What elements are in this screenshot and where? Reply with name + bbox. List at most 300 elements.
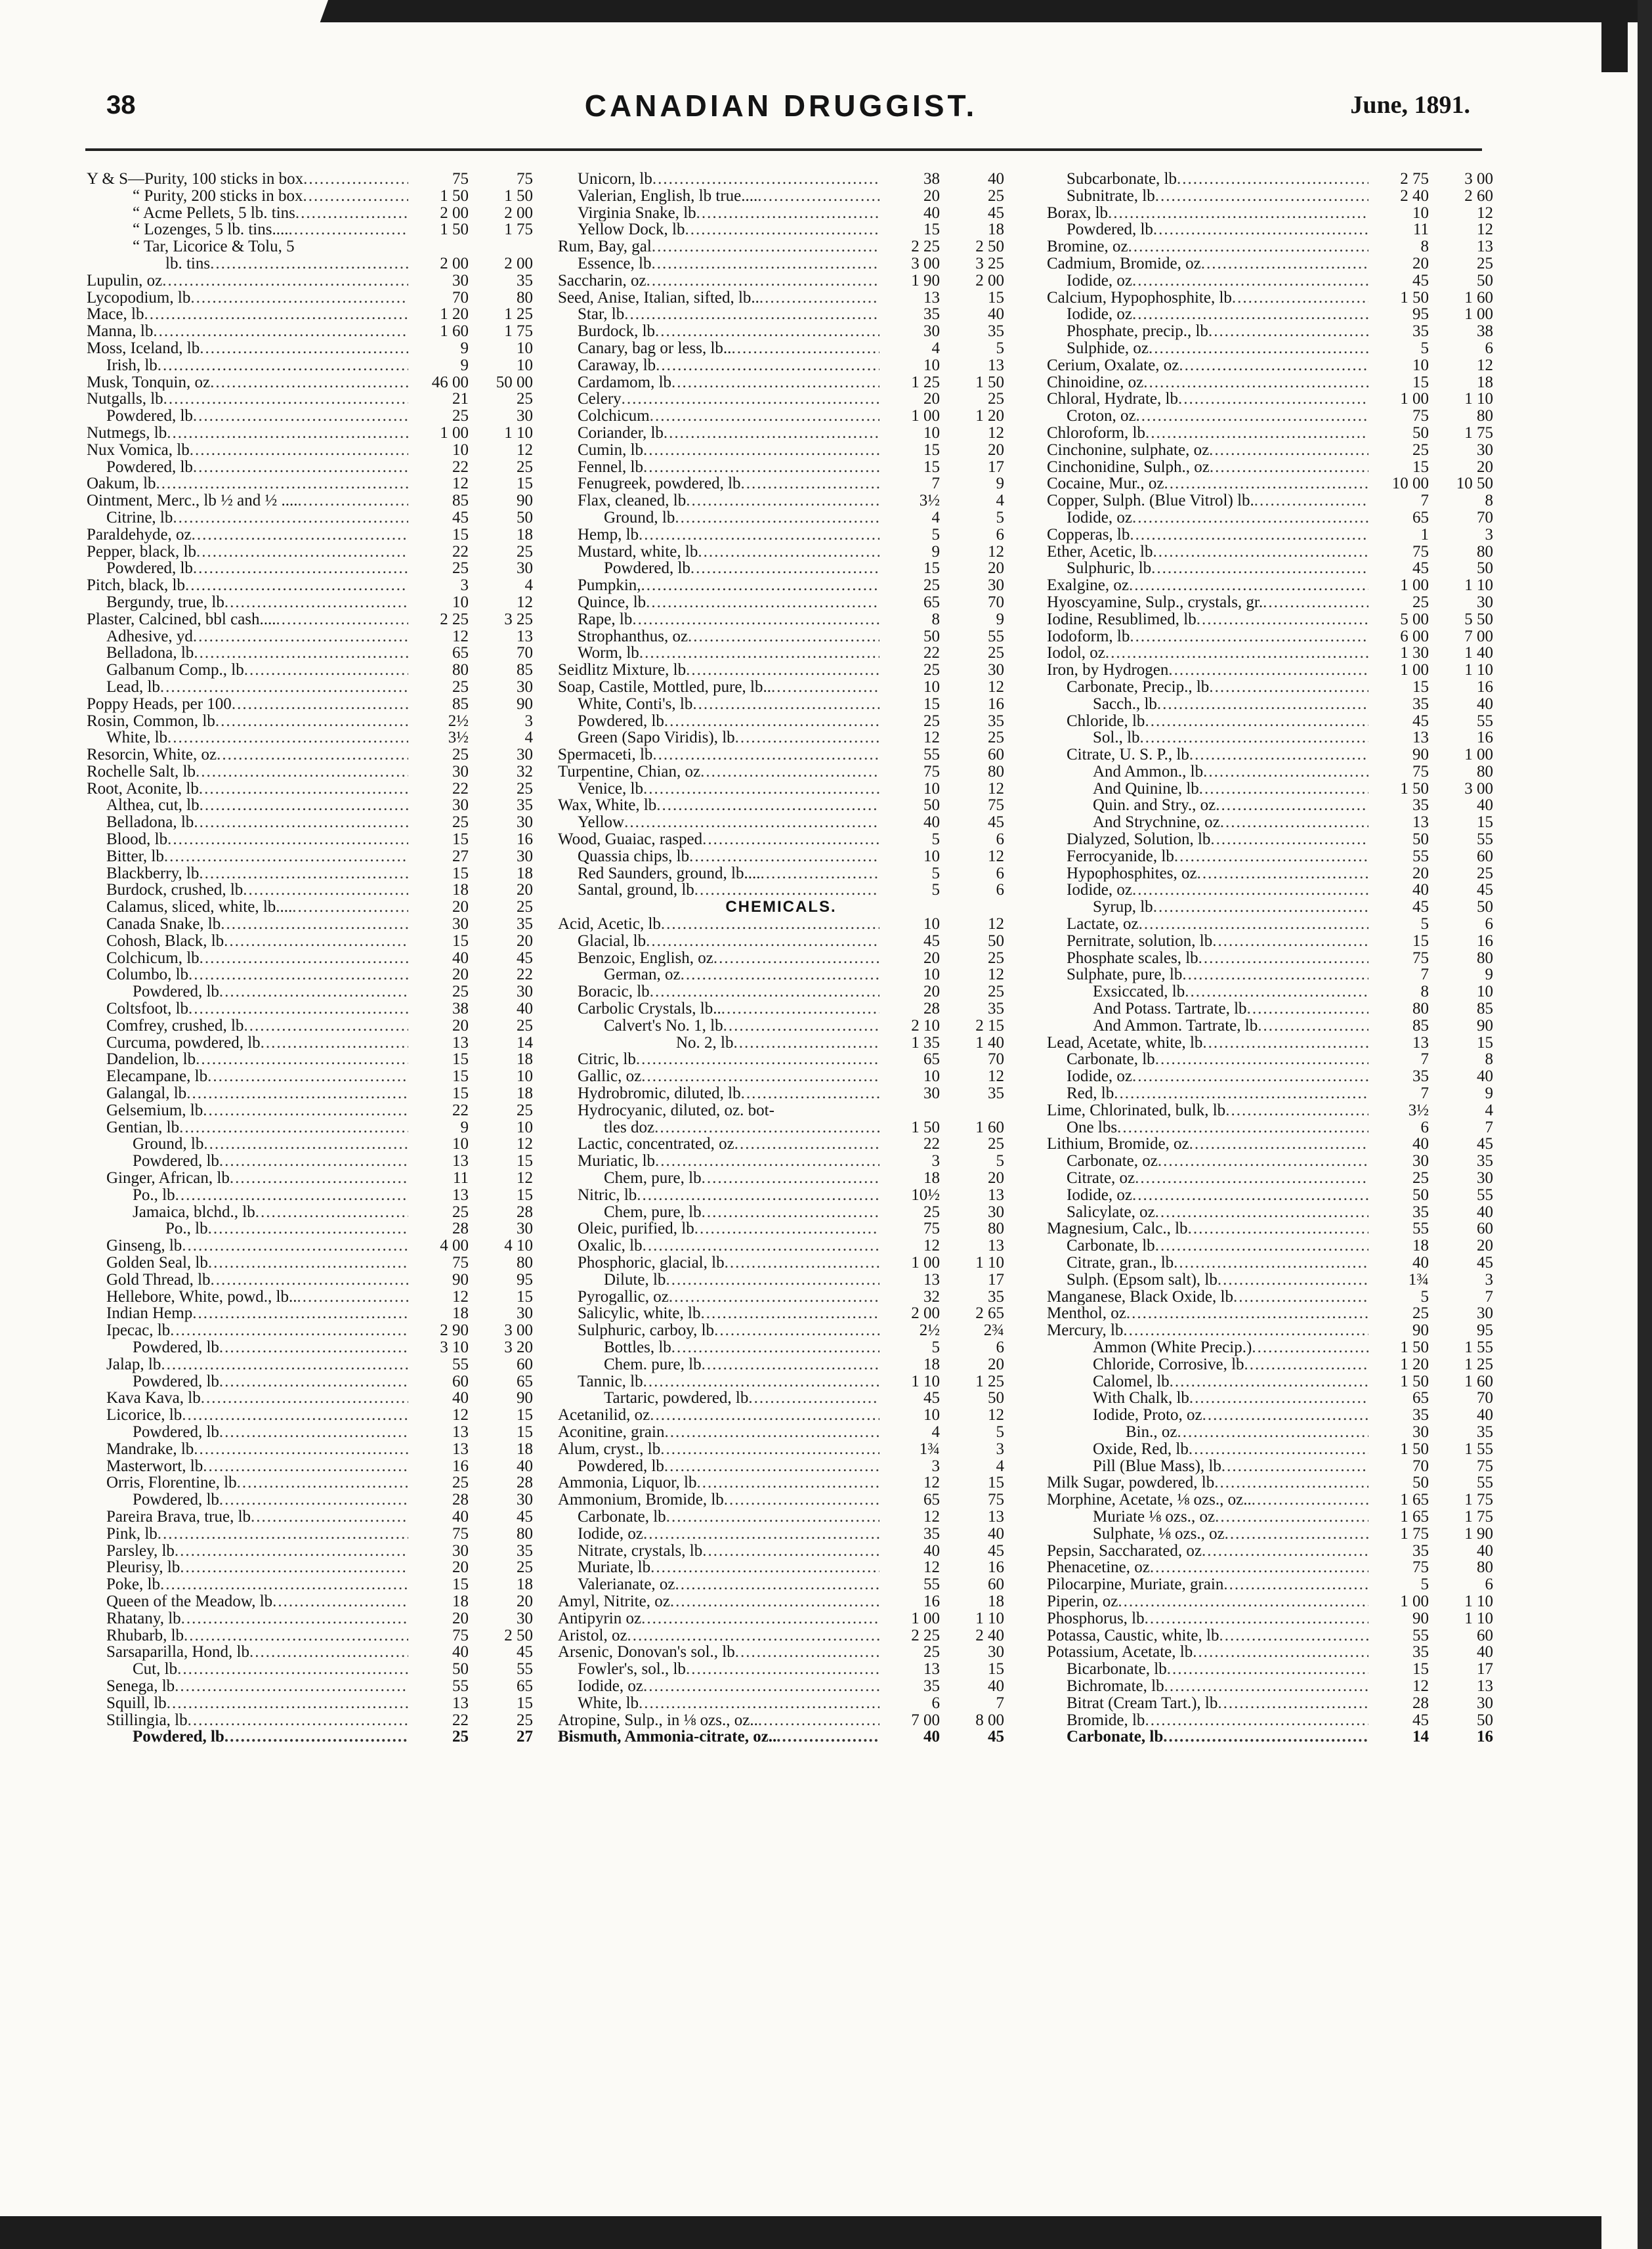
price-low: 40 (923, 203, 940, 222)
price-row (558, 1373, 1004, 1390)
item-name: Carbonate, lb ..... (1047, 1728, 1368, 1746)
price-high: 1 90 (1464, 1524, 1493, 1543)
price-high: 4 10 (504, 1237, 533, 1255)
price-low: 2 00 (440, 203, 469, 222)
price-low: 12 (452, 627, 469, 645)
price-row (1047, 763, 1493, 781)
price-row (87, 1220, 533, 1237)
price-high: 1 50 (975, 373, 1004, 391)
item-name: Musk, Tonquin, oz ..... (87, 374, 408, 391)
price-row (87, 577, 533, 594)
price-high: 3 (524, 712, 533, 730)
price-row (558, 916, 1004, 933)
item-name: Worm, lb ..... (558, 645, 879, 662)
price-high: 7 00 (1464, 627, 1493, 645)
item-name: Rhubarb, lb ..... (87, 1627, 408, 1644)
item-name: Lead, Acetate, white, lb ..... (1047, 1035, 1368, 1052)
price-high: 75 (1477, 1457, 1493, 1475)
price-row (558, 983, 1004, 1000)
item-name: Ammon (White Precip.) ..... (1047, 1339, 1368, 1356)
item-name: Gelsemium, lb ..... (87, 1102, 408, 1119)
price-row (87, 1576, 533, 1593)
price-high: 3 00 (1464, 170, 1493, 188)
price-high: 35 (988, 1000, 1004, 1018)
price-high: 2 00 (504, 203, 533, 222)
price-row (1047, 492, 1493, 509)
price-low: 85 (452, 492, 469, 510)
price-row (87, 1509, 533, 1526)
price-row (558, 814, 1004, 831)
item-name: Rape, lb ..... (558, 611, 879, 628)
price-high: 70 (1477, 1389, 1493, 1407)
price-low: 13 (452, 1152, 469, 1170)
price-row (1047, 1339, 1493, 1356)
price-row (1047, 340, 1493, 357)
price-low: 65 (923, 1491, 940, 1509)
item-name: “ Acme Pellets, 5 lb. tins ..... (87, 205, 408, 222)
item-name: Benzoic, English, oz ..... (558, 950, 879, 967)
price-row (558, 509, 1004, 526)
item-name: Powdered, lb ..... (87, 1491, 408, 1509)
price-low: 27 (452, 847, 469, 865)
price-low: 1 50 (440, 221, 469, 239)
item-name: Mandrake, lb ..... (87, 1441, 408, 1458)
item-name: Root, Aconite, lb ..... (87, 781, 408, 798)
item-name: Bergundy, true, lb ..... (87, 594, 408, 611)
price-low: 65 (1412, 508, 1429, 526)
price-row (87, 1305, 533, 1322)
item-name: Carbonate, Precip., lb ..... (1047, 679, 1368, 696)
price-row (558, 1254, 1004, 1272)
price-low: 30 (452, 1541, 469, 1560)
price-low: 90 (1412, 746, 1429, 764)
price-row (87, 628, 533, 645)
price-row (87, 1153, 533, 1170)
price-high: 15 (517, 1423, 533, 1441)
price-low: 10 (452, 440, 469, 459)
price-low: 15 (923, 559, 940, 578)
price-row (87, 831, 533, 848)
item-name: Caraway, lb ..... (558, 357, 879, 374)
item-name: Senega, lb ..... (87, 1678, 408, 1695)
price-low: 1 50 (1400, 779, 1429, 798)
price-high: 16 (1477, 677, 1493, 696)
price-row (87, 1051, 533, 1068)
price-high: 10 (517, 356, 533, 374)
price-row (558, 1407, 1004, 1424)
item-name: Quince, lb ..... (558, 594, 879, 611)
item-name: Essence, lb ..... (558, 255, 879, 272)
price-high: 12 (988, 915, 1004, 933)
item-name: Santal, ground, lb ..... (558, 882, 879, 899)
price-low: 15 (452, 1575, 469, 1594)
price-high: 12 (988, 966, 1004, 984)
price-low: 2 10 (911, 1016, 940, 1035)
price-row (1047, 983, 1493, 1000)
item-name: Milk Sugar, powdered, lb ..... (1047, 1474, 1368, 1491)
price-high: 1 10 (975, 1254, 1004, 1272)
price-low: 3 (931, 1152, 940, 1170)
price-low: 50 (1412, 1474, 1429, 1492)
item-name: Parsley, lb ..... (87, 1543, 408, 1560)
item-name: Moss, Iceland, lb ..... (87, 340, 408, 357)
item-name: Iodide, oz ..... (558, 1678, 879, 1695)
price-low: 55 (1412, 1626, 1429, 1644)
price-high: 12 (517, 440, 533, 459)
item-name: Sarsaparilla, Hond, lb ..... (87, 1644, 408, 1661)
item-name: Antipyrin oz ..... (558, 1610, 879, 1627)
item-name: Borax, lb ..... (1047, 205, 1368, 222)
price-low: 1 65 (1400, 1491, 1429, 1509)
price-row (558, 1712, 1004, 1729)
price-row (87, 306, 533, 323)
item-name: Iodine, Resublimed, lb ..... (1047, 611, 1368, 628)
item-name: Bin., oz ..... (1047, 1424, 1368, 1441)
price-row (87, 983, 533, 1000)
price-low: 46 00 (431, 373, 469, 391)
price-row (558, 425, 1004, 442)
price-high: 70 (1477, 508, 1493, 526)
price-row (1047, 1695, 1493, 1712)
price-high: 1 10 (1464, 661, 1493, 679)
price-high: 20 (517, 881, 533, 899)
price-row (1047, 1441, 1493, 1458)
price-low: 1 50 (1400, 1372, 1429, 1390)
price-high: 80 (517, 1524, 533, 1543)
page-number: 38 (106, 91, 136, 119)
price-row (87, 374, 533, 391)
price-low: 55 (1412, 847, 1429, 865)
price-low: 25 (452, 559, 469, 578)
price-high: 3 25 (975, 254, 1004, 272)
price-row (87, 814, 533, 831)
price-row (1047, 577, 1493, 594)
publication-title: CANADIAN DRUGGIST. (584, 89, 978, 123)
price-low: 15 (452, 830, 469, 849)
price-high: 1 55 (1464, 1338, 1493, 1356)
scan-top-edge (320, 0, 1652, 22)
item-name: Blood, lb ..... (87, 831, 408, 848)
price-high: 30 (1477, 1169, 1493, 1188)
price-high: 45 (1477, 1135, 1493, 1153)
price-high: 80 (988, 1220, 1004, 1238)
price-high: 50 (1477, 898, 1493, 916)
item-name: Queen of the Meadow, lb ..... (87, 1593, 408, 1610)
price-high: 75 (988, 796, 1004, 815)
price-low: 10 (452, 1135, 469, 1153)
price-high: 18 (517, 525, 533, 544)
item-name: Orris, Florentine, lb ..... (87, 1474, 408, 1491)
price-low: 1 25 (911, 373, 940, 391)
price-low: 25 (1412, 593, 1429, 611)
price-low: 20 (452, 1558, 469, 1577)
price-high: 40 (1477, 1406, 1493, 1424)
price-row (1047, 1356, 1493, 1373)
price-high: 30 (517, 677, 533, 696)
price-high: 25 (517, 779, 533, 798)
item-name: Pepsin, Saccharated, oz ..... (1047, 1543, 1368, 1560)
price-row (1047, 306, 1493, 323)
price-high: 3 25 (504, 610, 533, 628)
item-name: Wax, White, lb ..... (558, 797, 879, 814)
price-low: 38 (923, 170, 940, 188)
price-row (1047, 205, 1493, 222)
price-low: 32 (923, 1287, 940, 1306)
price-row (558, 966, 1004, 983)
price-high: 4 (1485, 1101, 1493, 1119)
price-row (87, 1712, 533, 1729)
price-low: 40 (452, 1389, 469, 1407)
item-name: Curcuma, powdered, lb ..... (87, 1035, 408, 1052)
price-row (558, 848, 1004, 865)
price-row (1047, 865, 1493, 882)
price-row (558, 1051, 1004, 1068)
price-high: 12 (988, 1406, 1004, 1424)
price-row (558, 746, 1004, 763)
item-name: Muriate, lb ..... (558, 1559, 879, 1576)
item-name: Comfrey, crushed, lb ..... (87, 1017, 408, 1035)
price-low: 35 (1412, 322, 1429, 341)
price-low: 65 (452, 644, 469, 662)
scan-corner (1601, 0, 1628, 72)
price-high: 12 (988, 677, 1004, 696)
price-low: 15 (1412, 1660, 1429, 1679)
price-low: 3 (460, 576, 469, 595)
price-row (558, 1576, 1004, 1593)
item-name: Galangal, lb ..... (87, 1085, 408, 1102)
price-row (1047, 1000, 1493, 1017)
price-row (558, 205, 1004, 222)
price-high: 3 00 (504, 1321, 533, 1340)
price-row (87, 594, 533, 611)
price-row (87, 1119, 533, 1136)
item-name: Po., lb ..... (87, 1187, 408, 1204)
price-low: 35 (1412, 695, 1429, 713)
item-name: Red Saunders, ground, lb.... ..... (558, 865, 879, 882)
item-name: Virginia Snake, lb ..... (558, 205, 879, 222)
price-high: 28 (517, 1474, 533, 1492)
item-name: Nux Vomica, lb ..... (87, 442, 408, 459)
price-low: 30 (452, 762, 469, 781)
price-row (558, 1220, 1004, 1237)
item-name: Mace, lb ..... (87, 306, 408, 323)
item-name: Pitch, black, lb ..... (87, 577, 408, 594)
item-name: Lime, Chlorinated, bulk, lb ..... (1047, 1102, 1368, 1119)
price-high: 3 (1485, 525, 1493, 544)
price-high: 70 (988, 593, 1004, 611)
price-high: 55 (1477, 712, 1493, 730)
price-low: 25 (452, 1474, 469, 1492)
price-high: 1 10 (1464, 576, 1493, 595)
item-name: Phosphoric, glacial, lb ..... (558, 1254, 879, 1272)
price-low: 35 (1412, 1541, 1429, 1560)
price-high: 12 (517, 593, 533, 611)
price-high: 8 00 (975, 1711, 1004, 1729)
price-high: 38 (1477, 322, 1493, 341)
item-name: Iron, by Hydrogen ..... (1047, 662, 1368, 679)
price-row (558, 950, 1004, 967)
price-row (1047, 882, 1493, 899)
price-row (87, 475, 533, 492)
price-low: 1 50 (440, 186, 469, 205)
price-high: 4 (996, 492, 1004, 510)
item-name: Sacch., lb ..... (1047, 696, 1368, 713)
price-row (558, 797, 1004, 814)
price-row (1047, 323, 1493, 340)
item-name: Chloride, Corrosive, lb ..... (1047, 1356, 1368, 1373)
price-high: 25 (988, 949, 1004, 967)
price-low: 10½ (911, 1186, 940, 1204)
price-low: 45 (1412, 898, 1429, 916)
price-low: 1 30 (1400, 644, 1429, 662)
price-low: 1 10 (911, 1372, 940, 1390)
item-name: White, lb ..... (558, 1695, 879, 1712)
price-high: 40 (988, 1524, 1004, 1543)
price-low: 75 (1412, 1558, 1429, 1577)
price-row (1047, 1424, 1493, 1441)
item-name: Chem, pure, lb ..... (558, 1170, 879, 1187)
price-low: 45 (1412, 559, 1429, 578)
item-name: Ferrocyanide, lb ..... (1047, 848, 1368, 865)
item-name: Alum, cryst., lb ..... (558, 1441, 879, 1458)
price-row (87, 289, 533, 307)
price-high: 1 25 (1464, 1355, 1493, 1373)
item-name: Ginseng, lb ..... (87, 1237, 408, 1254)
item-name: Red, lb ..... (1047, 1085, 1368, 1102)
price-row (87, 848, 533, 865)
price-low: 90 (1412, 1609, 1429, 1627)
item-name: Salicylic, white, lb ..... (558, 1305, 879, 1322)
price-row (558, 1610, 1004, 1627)
price-low: 25 (1412, 1169, 1429, 1188)
price-low: 45 (1412, 1711, 1429, 1729)
item-name: Golden Seal, lb ..... (87, 1254, 408, 1272)
item-name: Sulphuric, carboy, lb ..... (558, 1322, 879, 1339)
price-high: 40 (517, 1000, 533, 1018)
price-low: 50 (1412, 830, 1429, 849)
item-name: “ Lozenges, 5 lb. tins.... ..... (87, 221, 408, 238)
item-name: Rhatany, lb ..... (87, 1610, 408, 1627)
item-name: Indian Hemp ..... (87, 1305, 408, 1322)
item-name: Iodide, oz ..... (1047, 272, 1368, 289)
price-row (558, 544, 1004, 561)
price-high: 65 (517, 1677, 533, 1695)
price-high: 65 (517, 1372, 533, 1390)
item-name: Pernitrate, solution, lb ..... (1047, 933, 1368, 950)
price-high: 25 (517, 898, 533, 916)
price-high: 55 (517, 1660, 533, 1679)
price-high: 1 20 (975, 407, 1004, 425)
price-high: 1 60 (1464, 1372, 1493, 1390)
item-name: Subcarbonate, lb ..... (1047, 171, 1368, 188)
item-name: Paraldehyde, oz ..... (87, 526, 408, 544)
price-low: 50 (923, 796, 940, 815)
item-name: Iodol, oz ..... (1047, 645, 1368, 662)
price-row (1047, 628, 1493, 645)
price-high: 70 (988, 1050, 1004, 1069)
price-high: 4 (524, 576, 533, 595)
price-low: 12 (923, 729, 940, 747)
item-name: Fennel, lb ..... (558, 459, 879, 476)
price-row (1047, 950, 1493, 967)
price-row (1047, 1728, 1493, 1746)
price-high: 1 25 (504, 305, 533, 324)
item-name: Menthol, oz ..... (1047, 1305, 1368, 1322)
item-name: Fowler's, sol., lb ..... (558, 1661, 879, 1678)
price-low: 15 (923, 221, 940, 239)
price-high: 2 15 (975, 1016, 1004, 1035)
price-low: 1 00 (1400, 1592, 1429, 1610)
price-row (1047, 560, 1493, 577)
item-name: Elecampane, lb ..... (87, 1068, 408, 1085)
price-row (87, 544, 533, 561)
item-name: With Chalk, lb ..... (1047, 1390, 1368, 1407)
item-name: Carbonate, lb ..... (1047, 1051, 1368, 1068)
price-high: 5 (996, 1423, 1004, 1441)
price-low: 1 00 (1400, 390, 1429, 408)
price-high: 35 (988, 1287, 1004, 1306)
price-row (87, 526, 533, 544)
price-row (87, 1458, 533, 1475)
price-row (558, 1068, 1004, 1085)
item-name: Hemp, lb ..... (558, 526, 879, 544)
item-name: Quin. and Stry., oz ..... (1047, 797, 1368, 814)
price-low: 1 00 (440, 423, 469, 442)
price-high: 40 (988, 305, 1004, 324)
item-name: Ground, lb ..... (87, 1136, 408, 1153)
price-high: 5 (996, 508, 1004, 526)
item-name: Bottles, lb ..... (558, 1339, 879, 1356)
price-row (1047, 425, 1493, 442)
item-name: One lbs ..... (1047, 1119, 1368, 1136)
price-high: 13 (1477, 238, 1493, 256)
price-row (1047, 1220, 1493, 1237)
item-name: Cinchonine, sulphate, oz ..... (1047, 442, 1368, 459)
price-low: 25 (1412, 1304, 1429, 1323)
item-name: No. 2, lb ..... (558, 1035, 879, 1052)
price-low: 2 25 (911, 1626, 940, 1644)
item-name: Pepper, black, lb ..... (87, 544, 408, 561)
price-high (469, 238, 533, 255)
item-name: Syrup, lb ..... (1047, 899, 1368, 916)
item-name: Powdered, lb ..... (1047, 221, 1368, 238)
price-row (1047, 509, 1493, 526)
price-low: 25 (452, 983, 469, 1001)
price-low: 10 (923, 966, 940, 984)
price-low: 35 (923, 1677, 940, 1695)
price-low: 55 (1412, 1220, 1429, 1238)
price-low: 9 (460, 1118, 469, 1136)
price-high: 18 (517, 864, 533, 882)
item-name: Ammonium, Bromide, lb ..... (558, 1491, 879, 1509)
price-low: 1 75 (1400, 1524, 1429, 1543)
price-low: 9 (460, 356, 469, 374)
price-high: 35 (988, 712, 1004, 730)
item-name: Dandelion, lb ..... (87, 1051, 408, 1068)
price-row (87, 1068, 533, 1085)
price-high: 30 (1477, 440, 1493, 459)
item-name: Ointment, Merc., lb ½ and ½ .... ..... (87, 492, 408, 509)
price-low: 8 (1420, 983, 1429, 1001)
price-low: 12 (452, 1406, 469, 1424)
price-row (87, 1356, 533, 1373)
price-row (87, 492, 533, 509)
item-name: Coltsfoot, lb ..... (87, 1000, 408, 1017)
item-name: Po., lb ..... (87, 1220, 408, 1237)
price-row (87, 1559, 533, 1576)
price-high: 60 (988, 746, 1004, 764)
item-name: Exalgine, oz ..... (1047, 577, 1368, 594)
